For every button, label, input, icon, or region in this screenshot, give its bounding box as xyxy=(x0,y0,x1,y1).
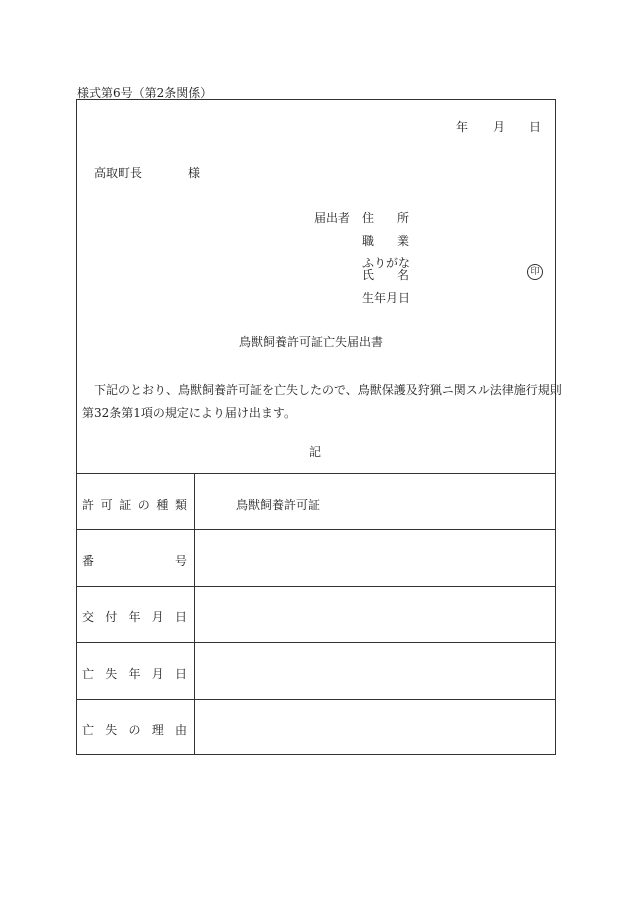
recipient-name: 高取町長 xyxy=(94,166,143,180)
table-line-top xyxy=(76,473,556,474)
notifier-occupation-label: 職 業 xyxy=(362,234,409,248)
table-row-label: 許 可 証 の 種 類 xyxy=(82,498,187,512)
notifier-label: 届出者 xyxy=(314,211,351,225)
ki-heading: 記 xyxy=(309,445,322,459)
table-row-label: 交 付 年 月 日 xyxy=(82,610,187,624)
notifier-furigana-label: ふりがな xyxy=(362,256,411,270)
table-row-label: 番 号 xyxy=(82,554,187,568)
notifier-birthdate-label: 生年月日 xyxy=(362,291,411,305)
form-frame xyxy=(76,99,556,755)
body-text-line-1: 下記のとおり、鳥獣飼養許可証を亡失したので、鳥獣保護及狩猟ニ関スル法律施行規則 xyxy=(94,383,562,397)
table-line-3 xyxy=(76,642,556,643)
document-title: 鳥獣飼養許可証亡失届出書 xyxy=(239,335,384,349)
table-line-2 xyxy=(76,586,556,587)
date-year: 年 xyxy=(456,120,469,134)
date-month: 月 xyxy=(493,120,506,134)
table-row-value: 鳥獣飼養許可証 xyxy=(236,498,321,512)
table-row-label: 亡 失 の 理 由 xyxy=(82,723,187,737)
seal-mark: 印 xyxy=(527,264,543,280)
notifier-address-label: 住 所 xyxy=(362,211,409,225)
table-line-1 xyxy=(76,529,556,530)
body-text-line-2: 第32条第1項の規定により届け出ます。 xyxy=(82,406,296,420)
notifier-name-label: 氏 名 xyxy=(362,268,409,282)
recipient-honorific: 様 xyxy=(188,166,201,180)
table-row-label: 亡 失 年 月 日 xyxy=(82,667,187,681)
form-number-label: 様式第6号（第2条関係） xyxy=(77,86,213,100)
date-day: 日 xyxy=(529,120,542,134)
table-line-4 xyxy=(76,699,556,700)
table-column-divider xyxy=(194,473,195,755)
